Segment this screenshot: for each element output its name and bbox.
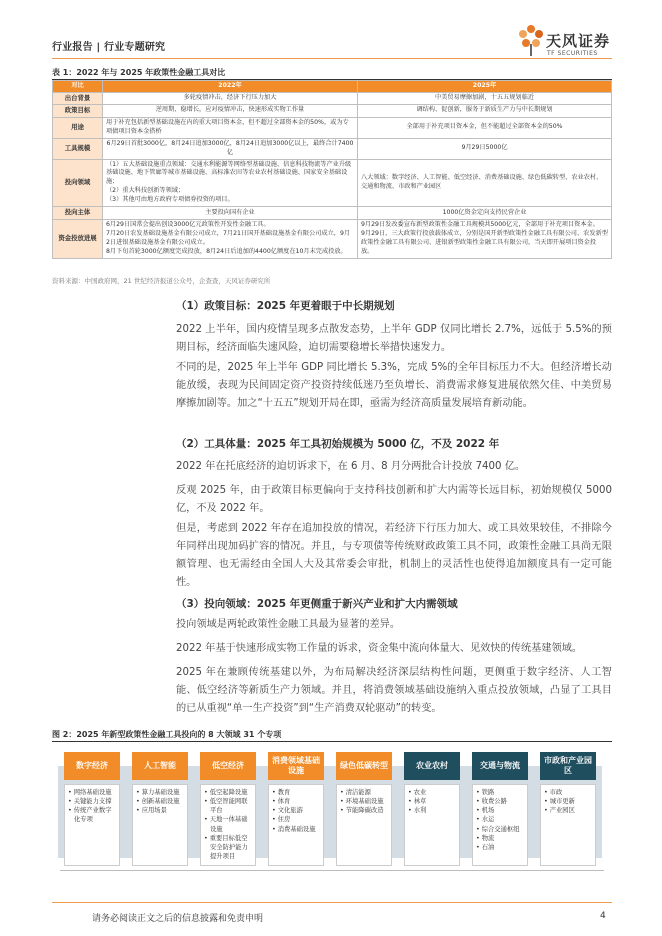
area-item: • 综合交通枢纽 [476, 825, 520, 833]
cell-2025 [358, 219, 612, 258]
table-row [53, 138, 612, 159]
area-item: • 农业 [408, 789, 427, 796]
section-heading-scale: （2）工具体量：2025 年工具初始规模为 5000 亿，不及 2022 年 [176, 438, 500, 450]
area-column-consumption [264, 752, 328, 870]
area-title: 绿色低碳转型 [336, 752, 392, 780]
section-heading-goal: （1）政策目标：2025 年更着眼于中长期规划 [176, 300, 395, 312]
table-row [53, 93, 612, 105]
paragraph: 但是，考虑到 2022 年存在追加投放的情况，若经济下行压力加大、或工具效果较佳，不排除今年同样出现加码扩容的情况。并且，与专项债等传统财政政策工具不同，政策性金融工具尚无限额管理、也无需经由全国人大及其常委会审批，机制上的灵活性也使得追加额度具有一定可能性。 [176, 523, 612, 588]
area-items [540, 784, 596, 866]
area-item: • 水利 [408, 807, 427, 815]
paragraph: 2022 年基于快速形成实物工作量的诉求，资金集中流向体量大、见效快的传统基建领域。 [176, 643, 583, 654]
area-item: • 机场 [476, 807, 495, 815]
comparison-table [52, 80, 612, 259]
area-item: • 算力基础设施 [136, 789, 180, 796]
figure-caption-divider [52, 741, 612, 742]
logo-icon [516, 22, 546, 58]
investment-areas-figure [60, 752, 604, 880]
cell-2025: 调结构、促创新，服务于新质生产力与中长期规划 [358, 105, 612, 117]
area-item: • 市政 [544, 789, 563, 796]
figure-baseline [60, 870, 604, 871]
logo-text-cn: 天风证券 [546, 32, 611, 50]
area-item: • 重要目标低空安全防护能力提升项目 [204, 834, 248, 860]
paragraph: 不同的是，2025 年上半年 GDP 同比增长 5.3%，完成 5%的全年目标压力不大。但经济增长动能放缓，表现为民间固定资产投资持续低迷乃至负增长、消费需求修复进展依然欠佳、中美贸易摩擦加剧等。加之“十五五”规划开局在即，亟需为经济高质量发展培育新动能。 [176, 362, 612, 409]
area-item: • 收费公路 [476, 798, 507, 806]
row-label: 用途 [53, 117, 103, 138]
area-item: • 教育 [272, 789, 291, 796]
area-item: • 天地一体基础设施 [204, 816, 248, 833]
paragraph: 反观 2025 年，由于政策目标更偏向于支持科技创新和扩大内需等长远目标，初始规模仅 5000 亿，不及 2022 年。 [176, 485, 612, 514]
report-type-label: 行业报告 | 行业专题研究 [52, 42, 166, 53]
row-label: 投向主体 [53, 207, 103, 219]
cell-2025: 八大领域：数字经济、人工智能、低空经济、消费基础设施、绿色低碳转型、农业农村、交通和物流、市政和产业园区 [358, 159, 612, 207]
row-label: 工具规模 [53, 138, 103, 159]
row-label: 投向领域 [53, 159, 103, 207]
cell-line: 6月29日国常会提出创设3000亿元政策性开发性金融工具。 [106, 220, 270, 228]
table-header: 对比 [53, 81, 103, 93]
table-row [53, 159, 612, 207]
area-item: • 水运 [476, 816, 495, 824]
cell-line: （3）其他可由地方政府专项债券投资的项目。 [106, 196, 234, 204]
cell-line: 9月29日，三大政策行投放载体成立，分别是国开新型政策性金融工具有限公司、农发新型政策性金融工具有限公司、进银新型政策性金融工具有限公司，当天即开展项目资金投放。 [361, 229, 608, 255]
area-title: 消费领域基础设施 [268, 752, 324, 780]
cell-line: （1）五大基础设施重点领域：交通水利能源等网络型基础设施、信息科技物流等产业升级基础设施、地下管廊等城市基础设施、高标准农田等农业农村基础设施、国家安全基础设施； [106, 160, 352, 186]
area-item: • 产业园区 [544, 807, 575, 815]
area-items [268, 784, 324, 866]
area-item: • 消费基础设施 [272, 825, 316, 833]
table-header: 2022年 [103, 81, 358, 93]
company-logo [516, 22, 646, 66]
area-item: • 林草 [408, 798, 427, 806]
footer-disclaimer: 请务必阅读正文之后的信息披露和免责申明 [92, 914, 264, 924]
cell-2025: 1000亿资金定向支持民营企业 [358, 207, 612, 219]
area-item: • 节能降碳改造 [340, 807, 384, 815]
area-column-ai [128, 752, 192, 870]
table-row [53, 105, 612, 117]
area-title: 数字经济 [64, 752, 120, 780]
table-row [53, 117, 612, 138]
area-column-agriculture [400, 752, 464, 870]
footer-divider [52, 902, 612, 903]
table-header-row [53, 81, 612, 93]
area-item: • 网络基础设施 [68, 789, 112, 796]
area-column-transport-logistics [468, 752, 532, 870]
area-column-municipal-industrial [536, 752, 600, 870]
row-label: 资金投放进展 [53, 219, 103, 258]
cell-line: 7月20日农发基础设施基金有限公司成立，7月21日国开基础设施基金有限公司成立，9月2日进银基础设施基金有限公司成立。 [106, 229, 351, 246]
area-item: • 传统产业数字化专项 [68, 807, 112, 824]
area-item: • 住房 [272, 816, 291, 824]
area-column-digital-economy [60, 752, 124, 870]
table-source-note: 资料来源：中国政府网，21 世纪经济报道公众号，企查查，天风证券研究所 [52, 277, 271, 285]
cell-2022: 多轮疫情冲击，经济下行压力加大 [103, 93, 358, 105]
cell-2025: 中美贸易摩擦加剧，十五五规划临近 [358, 93, 612, 105]
cell-2022: 逆周期、稳增长，应对疫情冲击，快速形成实物工作量 [103, 105, 358, 117]
area-item: • 清洁能源 [340, 789, 371, 796]
section-heading-areas: （3）投向领域：2025 年更侧重于新兴产业和扩大内需领域 [176, 598, 458, 610]
area-item: • 低空起降设施 [204, 789, 248, 796]
area-items [404, 784, 460, 866]
area-title: 低空经济 [200, 752, 256, 780]
cell-2022: 6月29日首批3000亿，8月24日追加3000亿，8月24日追加3000亿以上，最终合计7400亿 [103, 138, 358, 159]
cell-2022 [103, 219, 358, 258]
cell-2022: 主要投向国有企业 [103, 207, 358, 219]
cell-line: 9月29日发改委宣布新型政策性金融工具规模共5000亿元，全部用于补充项目资本金。 [361, 220, 599, 228]
paragraph: 投向领域是两轮政策性金融工具最为显著的差异。 [176, 619, 401, 630]
area-item: • 应用场景 [136, 807, 167, 815]
paragraph: 2022 上半年，国内疫情呈现多点散发态势，上半年 GDP 仅同比增长 2.7%，远低于 5.5%的预期目标，经济面临失速风险，迫切需要稳增长举措快速发力。 [176, 324, 612, 353]
table-caption: 表 1：2022 年与 2025 年政策性金融工具对比 [52, 68, 226, 77]
area-item: • 铁路 [476, 789, 495, 796]
table-row [53, 207, 612, 219]
area-item: • 关键能力支撑 [68, 798, 112, 806]
area-items [336, 784, 392, 866]
row-label: 出台背景 [53, 93, 103, 105]
area-items [64, 784, 120, 866]
paragraph: 2022 年在托底经济的迫切诉求下，在 6 月、8 月分两批合计投放 7400 亿。 [176, 461, 526, 472]
table-header: 2025年 [358, 81, 612, 93]
area-title: 人工智能 [132, 752, 188, 780]
area-items [132, 784, 188, 866]
area-items [472, 784, 528, 866]
cell-2025: 9月29日5000亿 [358, 138, 612, 159]
paragraph: 2025 年在兼顾传统基建以外，为布局解决经济深层结构性问题，更侧重于数字经济、人工智能、低空经济等新质生产力领域。并且，将消费领域基础设施纳入重点投放领域，凸显了工具目的已从重视“单一生产投资”到“生产消费双轮驱动”的转变。 [176, 667, 612, 714]
figure-caption: 图 2：2025 年新型政策性金融工具投向的 8 大领域 31 个专项 [52, 730, 282, 739]
area-item: • 体育 [272, 798, 291, 806]
cell-line: 8月下旬首轮3000亿额度完成投放，8月24日后追加的4400亿额度在10月末完成投放。 [106, 247, 347, 255]
cell-2025: 全部用于补充项目资本金，但不能超过全部资本金的50% [358, 117, 612, 138]
area-title: 农业农村 [404, 752, 460, 780]
header-divider [52, 58, 612, 59]
area-item: • 物流 [476, 834, 495, 842]
area-column-green-transition [332, 752, 396, 870]
area-column-low-altitude [196, 752, 260, 870]
area-item: • 创新基础设施 [136, 798, 180, 806]
area-title: 市政和产业园区 [540, 752, 596, 780]
area-items [200, 784, 256, 866]
area-item: • 文化旅游 [272, 807, 303, 815]
cell-line: （2）重大科技创新等领域； [106, 187, 185, 195]
area-item: • 低空智能网联平台 [204, 798, 248, 815]
page-number: 4 [600, 911, 606, 921]
cell-2022 [103, 159, 358, 207]
area-item: • 环境基础设施 [340, 798, 384, 806]
table-row [53, 219, 612, 258]
area-item: • 城市更新 [544, 798, 575, 806]
row-label: 政策目标 [53, 105, 103, 117]
cell-2022: 用于补充包括新型基础设施在内的重大项目资本金，但不超过全部资本金的50%，或为专项债项目资本金搭桥 [103, 117, 358, 138]
area-title: 交通与物流 [472, 752, 528, 780]
logo-text-en: TF SECURITIES [547, 50, 598, 57]
area-item: • 石油 [476, 843, 495, 851]
